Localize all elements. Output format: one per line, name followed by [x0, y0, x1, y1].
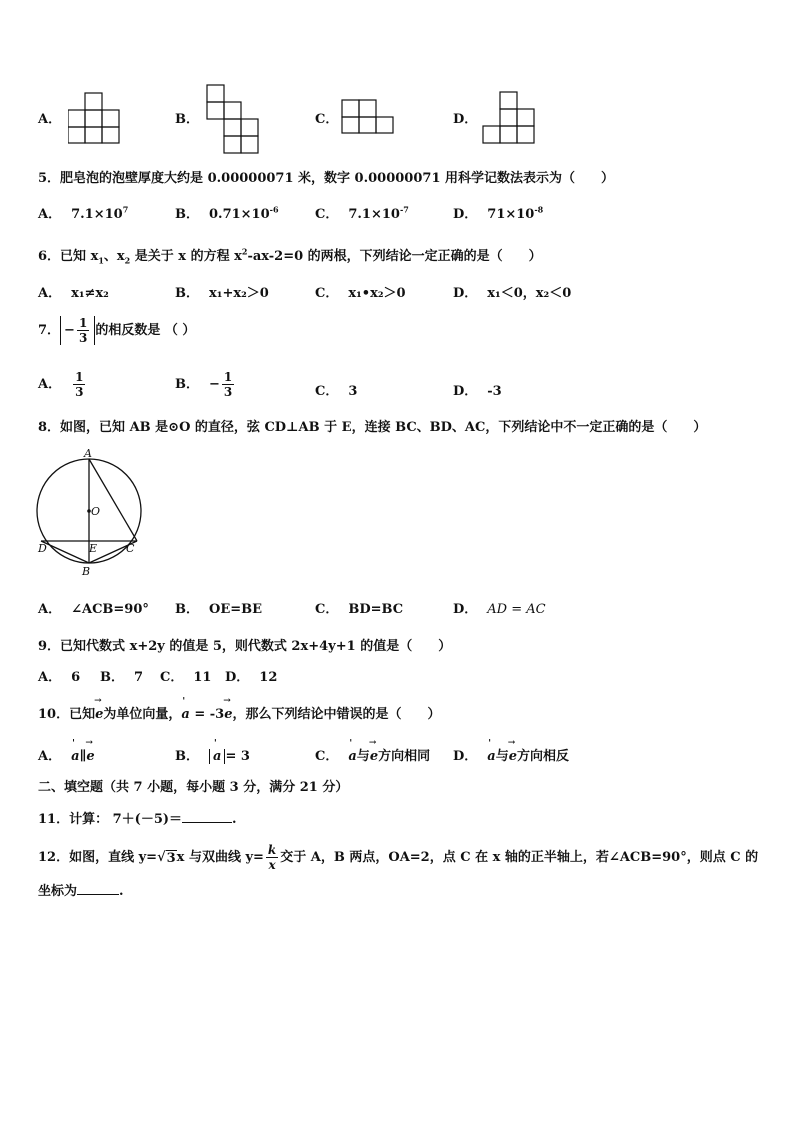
q7-option-c[interactable]: C． 3 — [315, 384, 358, 399]
vector-e: → e — [95, 707, 103, 722]
q5-option-c[interactable]: C． $7.1\times 10^{-7}$ — [315, 204, 409, 222]
q6-option-b-text: x₁+x₂＞0 — [209, 286, 269, 301]
vector-e: → e — [509, 749, 517, 764]
q5-option-d-exp: -8 — [534, 204, 544, 215]
q8-option-d-text: AD = AC — [487, 602, 546, 617]
q12-line2 — [38, 880, 124, 899]
q7-option-b-fraction — [222, 370, 234, 399]
q9-option-d[interactable]: D． 12 — [225, 670, 278, 685]
q5-option-a[interactable]: A． $7.1\times 10^7$ — [38, 204, 129, 222]
q9-option-d-text: 12 — [259, 670, 278, 685]
q7-fraction — [77, 316, 89, 345]
vector-a: ' a — [71, 749, 79, 764]
q6-stem-part: 、x — [103, 249, 125, 264]
q9-option-b-text: 7 — [134, 670, 144, 685]
label-a: A — [84, 447, 92, 460]
q9-option-c[interactable]: C． 11 — [160, 670, 212, 685]
q8-option-d[interactable]: D． AD = AC — [453, 602, 546, 617]
q7-abs-value — [60, 316, 95, 345]
q12-stem — [38, 843, 758, 872]
q6-stem-part: 6．已知 x — [38, 249, 99, 264]
q6-option-b[interactable]: B． x₁+x₂＞0 — [175, 286, 269, 301]
q6-sub: 1 — [98, 255, 104, 266]
q6-option-c-text: x₁•x₂＞0 — [348, 286, 406, 301]
vector-e: → e — [370, 749, 378, 764]
q11-answer-blank[interactable] — [182, 810, 232, 823]
q12-answer-blank[interactable] — [77, 882, 119, 895]
tail: 方向相反 — [517, 749, 570, 764]
q7-den: 3 — [78, 331, 88, 345]
q8-option-c[interactable]: C． BD=BC — [315, 602, 404, 617]
q9-stem: 9．已知代数式 x+2y 的值是 5，则代数式 2x+4y+1 的值是（ ） — [38, 639, 452, 654]
q5-option-a-base: 7.1×10 — [71, 207, 123, 222]
q7-option-b[interactable]: B． − $\frac{1}{3}$ — [175, 370, 233, 399]
tail: 方向相同 — [378, 749, 431, 764]
q10-option-d[interactable]: D．' a与→ e方向相反 — [453, 745, 569, 764]
q7-option-c-text: 3 — [348, 384, 358, 399]
q4-option-c[interactable]: C． — [315, 112, 339, 127]
vector-a: ' a — [181, 707, 189, 722]
q12-text: 交于 A，B 两点，OA=2，点 C 在 x 轴的正半轴上，若∠ACB=90°，则点 C 的 — [280, 850, 759, 865]
q5-option-b-exp: -6 — [269, 204, 279, 215]
q11-text: 11．计算： 7＋(－5)＝ — [38, 812, 183, 827]
den: x — [268, 858, 276, 872]
q6-stem-part: 是关于 x 的方程 x — [130, 249, 242, 264]
vector-a: ' a — [487, 749, 495, 764]
section-heading: 二、填空题（共 7 小题，每小题 3 分，满分 21 分） — [38, 780, 349, 795]
q8-option-a[interactable]: A． ∠ACB=90° — [38, 602, 149, 617]
q4-figure-a — [68, 92, 120, 144]
q5-option-c-base: 7.1×10 — [348, 207, 400, 222]
q10-stem-part: ，那么下列结论中错误的是（ ） — [232, 707, 441, 722]
vector-a: ' a — [348, 749, 356, 764]
radicand: 3 — [166, 851, 176, 866]
rest: = 3 — [225, 749, 250, 764]
q10-stem — [38, 703, 441, 722]
den: 3 — [75, 385, 84, 399]
q4-figure-c — [341, 99, 395, 135]
q6-option-a-text: x₁≠x₂ — [71, 286, 109, 301]
den: 3 — [223, 385, 233, 399]
sqrt-3: √ 3 — [157, 850, 176, 866]
mid: 与 — [495, 749, 509, 764]
q8-circle-figure — [34, 446, 144, 578]
label-d: D — [38, 542, 47, 555]
q11-stem — [38, 808, 237, 827]
q8-option-c-text: BD=BC — [348, 602, 404, 617]
q7-option-a[interactable]: A． $\frac{1}{3}$ — [38, 370, 84, 399]
q6-stem — [38, 245, 542, 266]
q5-option-b[interactable]: B． $0.71\times 10^{-6}$ — [175, 204, 279, 222]
q8-option-a-text: ∠ACB=90° — [71, 602, 149, 617]
q5-stem: 5．肥皂泡的泡壁厚度大约是 0.00000071 米，数字 0.00000071 用科学记数法表示为（ ） — [38, 171, 615, 186]
num: 1 — [223, 370, 233, 384]
q9-option-a[interactable]: A． 6 — [38, 670, 81, 685]
q12-text: x 与双曲线 y= — [176, 850, 264, 865]
q4-figure-b — [206, 84, 262, 154]
q4-option-a[interactable]: A． — [38, 112, 62, 127]
q7-num: 1 — [78, 316, 88, 330]
minus: − — [209, 377, 220, 392]
q10-eq: = -3 — [189, 707, 225, 722]
parallel: ∥ — [79, 749, 87, 764]
label-o: O — [91, 505, 101, 518]
label-c: C — [126, 542, 135, 555]
q7-option-d-text: -3 — [487, 384, 502, 399]
q10-option-b[interactable]: B． ' a = 3 — [175, 745, 250, 764]
q7-stem — [38, 316, 195, 345]
q6-option-d[interactable]: D． x₁＜0，x₂＜0 — [453, 286, 572, 301]
label-e: E — [89, 542, 98, 555]
q10-option-c[interactable]: C．' a与→ e方向相同 — [315, 745, 430, 764]
q8-stem: 8．如图，已知 AB 是⊙O 的直径，弦 CD⊥AB 于 E，连接 BC、BD、AC，下列结论中不一定正确的是（ ） — [38, 420, 707, 435]
k-over-x — [266, 843, 278, 872]
q9-option-b[interactable]: B． 7 — [100, 670, 144, 685]
num: 1 — [75, 370, 84, 384]
q6-option-d-text: x₁＜0，x₂＜0 — [487, 286, 572, 301]
q4-option-b[interactable]: B． — [175, 112, 199, 127]
q7-suffix: 的相反数是 （ ） — [95, 323, 196, 338]
q7-option-d[interactable]: D． -3 — [453, 384, 502, 399]
q5-option-d-base: 71×10 — [487, 207, 535, 222]
num: k — [267, 843, 277, 857]
q8-option-b[interactable]: B． OE=BE — [175, 602, 263, 617]
q7-option-a-fraction — [73, 370, 85, 399]
q10-stem-part: 10．已知 — [38, 707, 96, 722]
q8-option-b-text: OE=BE — [209, 602, 263, 617]
q12-text: 12．如图，直线 y= — [38, 850, 158, 865]
q5-option-c-exp: -7 — [399, 204, 409, 215]
q6-stem-part: -ax-2=0 的两根，下列结论一定正确的是（ ） — [247, 249, 542, 264]
q4-option-d[interactable]: D． — [453, 112, 478, 127]
q10-stem-part: 为单位向量， — [103, 707, 182, 722]
vector-e: → e — [224, 707, 232, 722]
abs-a — [209, 749, 225, 764]
q12-text: 坐标为 — [38, 884, 78, 899]
q12-end: . — [119, 884, 124, 899]
mid: 与 — [356, 749, 370, 764]
q4-figure-d — [482, 91, 536, 145]
q9-option-c-text: 11 — [193, 670, 212, 685]
q6-sup: 2 — [241, 246, 248, 257]
q5-option-b-base: 0.71×10 — [209, 207, 270, 222]
q5-option-d[interactable]: D． $71\times 10^{-8}$ — [453, 204, 544, 222]
q10-option-a[interactable]: A．' a∥→ e — [38, 745, 95, 764]
q5-option-a-exp: 7 — [122, 204, 129, 215]
q11-end: . — [232, 812, 237, 827]
label-b: B — [82, 565, 91, 578]
q6-option-c[interactable]: C． x₁•x₂＞0 — [315, 286, 406, 301]
q7-number: 7． — [38, 323, 61, 338]
vector-a: ' a — [213, 749, 221, 764]
q7-minus: − — [64, 323, 75, 338]
q6-sub: 2 — [124, 255, 131, 266]
q6-option-a[interactable]: A． x₁≠x₂ — [38, 286, 109, 301]
q9-option-a-text: 6 — [71, 670, 81, 685]
vector-e: → e — [86, 749, 94, 764]
